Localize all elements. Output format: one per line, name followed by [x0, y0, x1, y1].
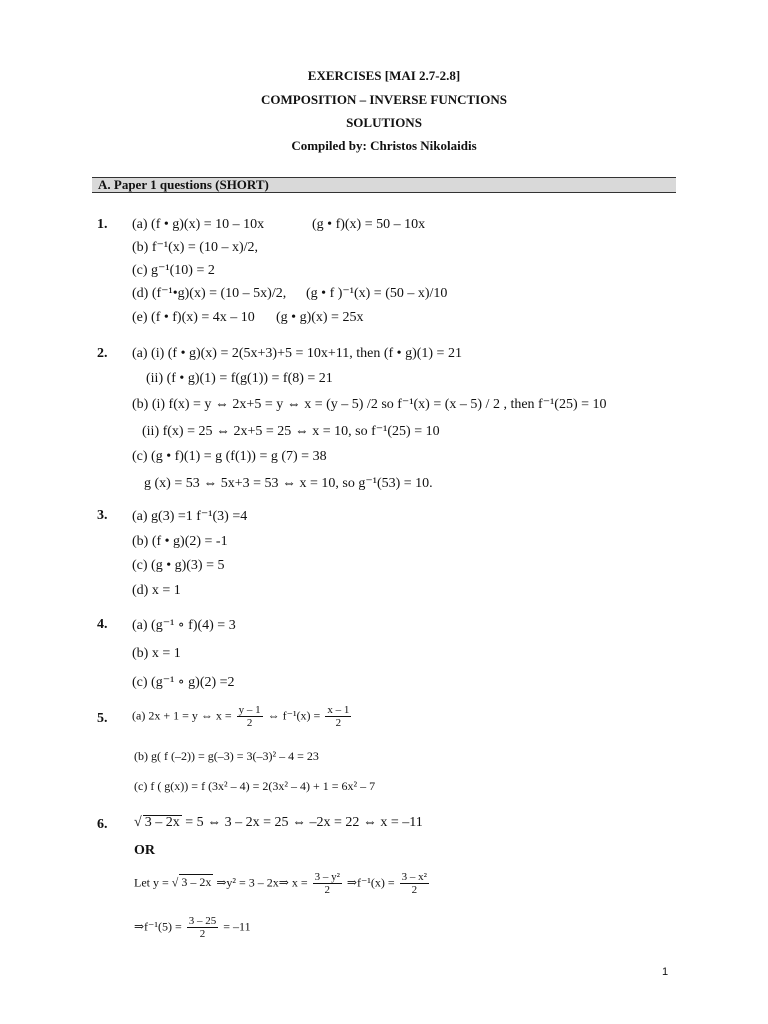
q4-c: (c) (g⁻¹ ∘ g)(2) =2 [132, 675, 235, 690]
question-number-6: 6. [97, 817, 108, 832]
q6-line-2 [134, 871, 431, 896]
q5-b: (b) g( f (–2)) = g(–3) = 3(–3)² – 4 = 23 [134, 749, 319, 763]
doc-subtitle: COMPOSITION – INVERSE FUNCTIONS [261, 92, 507, 107]
q6-line-2-fraction-1-numerator: 3 – y² [314, 871, 340, 883]
q6-line-3-fraction-numerator: 3 – 25 [188, 915, 217, 927]
q1-a-fog: (a) (f • g)(x) = 10 – 10x [132, 217, 265, 232]
radical-sign: √ [134, 815, 142, 830]
q2-b-i: (b) (i) f(x) = y ⇔ 2x+5 = y ⇔ x = (y – 5) /2 so f⁻¹(x) = (x – 5) / 2 , then f⁻¹(25) = 10 [132, 397, 607, 412]
q2-b-ii: (ii) f(x) = 25 ⇔ 2x+5 = 25 ⇔ x = 10, so f⁻¹(25) = 10 [142, 424, 440, 439]
q6-line-2-fraction-2-denominator: 2 [411, 884, 418, 896]
q6-line-2-radicand: 3 – 2x [181, 875, 212, 890]
q6-line-1-radicand: 3 – 2x [144, 815, 180, 830]
q2-c-line2: g (x) = 53 ⇔ 5x+3 = 53 ⇔ x = 10, so g⁻¹(53) = 10. [144, 476, 433, 491]
q6-line-3-result: = –11 [223, 919, 251, 934]
q6-or-label: OR [134, 843, 155, 858]
doc-solutions-label: SOLUTIONS [346, 115, 422, 130]
q6-line-2-fraction-1-denominator: 2 [324, 884, 331, 896]
q6-line-1 [134, 815, 423, 831]
q5-a-middle: ⇔ f⁻¹(x) = [267, 708, 321, 723]
q6-line-2-middle-2: ⇒f⁻¹(x) = [346, 875, 395, 890]
q6-line-3-fraction-denominator: 2 [199, 928, 206, 940]
q4-b: (b) x = 1 [132, 646, 181, 661]
q6-line-3 [134, 915, 251, 940]
q5-a-prefix: (a) 2x + 1 = y ⇔ x = [132, 708, 232, 723]
q5-a-fraction-1 [237, 704, 263, 729]
question-number-3: 3. [97, 508, 108, 523]
q1-d-left: (d) (f⁻¹•g)(x) = (10 – 5x)/2, [132, 286, 287, 301]
question-number-5: 5. [97, 711, 108, 726]
question-number-2: 2. [97, 346, 108, 361]
q5-c: (c) f ( g(x)) = f (3x² – 4) = 2(3x² – 4) + 1 = 6x² – 7 [134, 779, 376, 793]
question-number-1: 1. [97, 217, 108, 232]
q6-line-2-fraction-2-numerator: 3 – x² [401, 871, 427, 883]
question-number-4: 4. [97, 617, 108, 632]
radical-sign: √ [171, 875, 179, 890]
q5-a-fraction-2-denominator: 2 [335, 717, 342, 729]
q1-c: (c) g⁻¹(10) = 2 [132, 263, 215, 278]
q2-c-line1: (c) (g • f)(1) = g (f(1)) = g (7) = 38 [132, 449, 327, 464]
q6-line-2-fraction-1 [313, 871, 342, 896]
q3-d: (d) x = 1 [132, 583, 181, 598]
q1-d-right: (g • f )⁻¹(x) = (50 – x)/10 [306, 286, 448, 301]
q3-c: (c) (g • g)(3) = 5 [132, 558, 225, 573]
q6-line-3-fraction [187, 915, 219, 940]
section-heading: A. Paper 1 questions (SHORT) [92, 177, 676, 193]
doc-author: Compiled by: Christos Nikolaidis [291, 138, 477, 153]
q5-a-fraction-1-numerator: y – 1 [238, 704, 261, 716]
q5-a-fraction-1-denominator: 2 [246, 717, 253, 729]
q4-a: (a) (g⁻¹ ∘ f)(4) = 3 [132, 618, 236, 633]
q1-a-gof: (g • f)(x) = 50 – 10x [312, 217, 426, 232]
page-number: 1 [662, 966, 669, 978]
q6-line-2-middle: ⇒y² = 3 – 2x⇒ x = [216, 875, 308, 890]
q3-a: (a) g(3) =1 f⁻¹(3) =4 [132, 509, 248, 524]
q1-e-left: (e) (f • f)(x) = 4x – 10 [132, 310, 255, 325]
q2-a-i: (a) (i) (f • g)(x) = 2(5x+3)+5 = 10x+11, then (f • g)(1) = 21 [132, 346, 462, 361]
q1-b: (b) f⁻¹(x) = (10 – x)/2, [132, 240, 259, 255]
q5-a-fraction-2 [325, 704, 351, 729]
q6-line-2-fraction-2 [400, 871, 429, 896]
q6-line-3-prefix: ⇒f⁻¹(5) = [134, 919, 182, 934]
q5-a [132, 704, 353, 729]
doc-title: EXERCISES [MAI 2.7-2.8] [307, 68, 461, 83]
q3-b: (b) (f • g)(2) = -1 [132, 534, 228, 549]
q2-a-ii: (ii) (f • g)(1) = f(g(1)) = f(8) = 21 [146, 371, 333, 386]
q1-e-right: (g • g)(x) = 25x [276, 310, 364, 325]
q6-line-1-rest: = 5 ⇔ 3 – 2x = 25 ⇔ –2x = 22 ⇔ x = –11 [185, 815, 423, 830]
q6-line-2-prefix: Let y = [134, 875, 169, 890]
q5-a-fraction-2-numerator: x – 1 [327, 704, 350, 716]
